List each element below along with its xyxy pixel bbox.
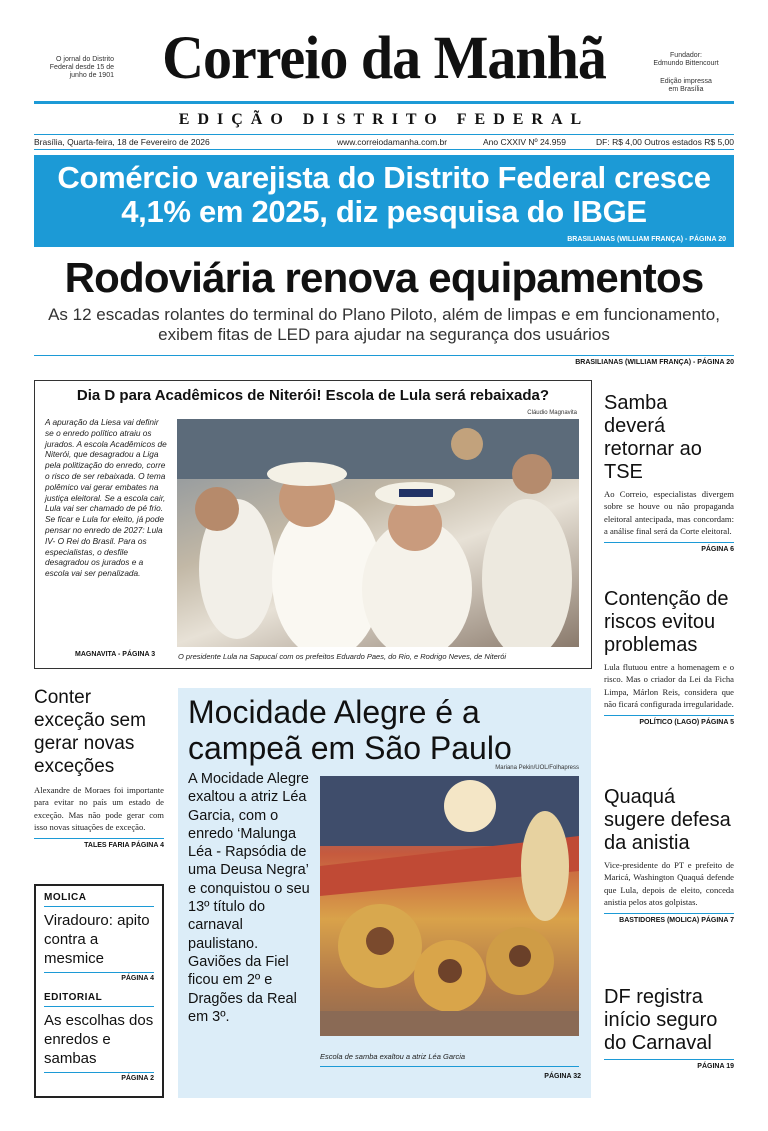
df-carnaval-credit: PÁGINA 19 bbox=[697, 1063, 734, 1070]
rule bbox=[34, 838, 164, 839]
print-note-2: em Brasília bbox=[668, 86, 704, 93]
lula-photo-credit: Cláudio Magnavita bbox=[527, 410, 577, 416]
lula-story-box[interactable] bbox=[34, 380, 592, 669]
newspaper-title: Correio da Manhã bbox=[162, 23, 606, 92]
editorial-headline[interactable]: As escolhas dos enredos e sambas bbox=[44, 1012, 154, 1067]
dateline-date: Brasília, Quarta-feira, 18 de Fevereiro de 2026 bbox=[34, 137, 210, 147]
lula-headline[interactable]: Dia D para Acadêmicos de Niterói! Escola de Lula será rebaixada? bbox=[76, 387, 550, 404]
founder-name: Edmundo Bittencourt bbox=[653, 60, 719, 67]
mocidade-photo bbox=[320, 776, 579, 1036]
mocidade-body-text: A Mocidade Alegre exaltou a atriz Léa Garcia, com o enredo ‘Malunga Léa - Rapsódia de uma Deusa Negra’ e conquistou o seu 13º título do carnaval paulistano. Gaviões da Fiel ficou em 2º e Dragões da Real em 3º. bbox=[188, 771, 310, 1025]
mocidade-credit: PÁGINA 32 bbox=[544, 1073, 581, 1080]
rule bbox=[604, 913, 734, 914]
editorial-kicker: EDITORIAL bbox=[44, 992, 103, 1003]
lula-caption: O presidente Lula na Sapucaí com os prefeitos Eduardo Paes, do Rio, e Rodrigo Neves, de Niterói bbox=[178, 652, 507, 661]
molica-kicker: MOLICA bbox=[44, 892, 87, 903]
rule bbox=[604, 542, 734, 543]
main-subhead: As 12 escadas rolantes do terminal do Plano Piloto, além de limpas e em funcionamento, exibem fitas de LED para ajudar na segurança dos usuários bbox=[48, 305, 720, 344]
top-banner[interactable] bbox=[34, 155, 734, 247]
print-note-1: Edição impressa bbox=[660, 78, 712, 85]
right-story-2[interactable] bbox=[604, 588, 734, 726]
main-rule bbox=[34, 355, 734, 356]
samba-tse-headline[interactable]: Samba deverá retornar ao TSE bbox=[604, 392, 702, 483]
molica-box[interactable] bbox=[34, 884, 164, 1098]
rule bbox=[44, 972, 154, 973]
mocidade-headline[interactable]: Mocidade Alegre é a campeã em São Paulo bbox=[188, 694, 512, 766]
lula-credit: MAGNAVITA - PÁGINA 3 bbox=[75, 651, 156, 658]
left-story[interactable] bbox=[34, 686, 164, 849]
mocidade-caption: Escola de samba exaltou a atriz Léa Garcia bbox=[320, 1052, 466, 1061]
excecao-text: Alexandre de Moraes foi importante para evitar no país um estado de exceção. Mas não pode gerar com isso novas situações de exceção. bbox=[34, 785, 164, 833]
dateline-issue: Ano CXXIV Nº 24.959 bbox=[483, 137, 566, 147]
editorial-credit: PÁGINA 2 bbox=[121, 1075, 154, 1082]
masthead-rule bbox=[34, 101, 734, 104]
quaqua-text: Vice-presidente do PT e prefeito de Maricá, Washington Quaquá defende que Lula, depois de eleito, conceda anistia pelos atos golpistas. bbox=[604, 860, 734, 908]
samba-tse-credit: PÁGINA 6 bbox=[701, 545, 734, 553]
lula-body-text: A apuração da Liesa vai definir se o enredo político atraiu os jurados. A escola Acadêmicos de Niterói, que desagradou a Liga pela politização do enredo, corre o risco de ser rebaixada. O tema polêmico vai gerar embates na justiça eleitoral. Se a escola cair, Lula vai ser chamado de pé frio. Se ficar e Lula for eleito, já pode pensar no enredo de 2027: Lula IV- O Rei do Brasil. Para os especialistas, o desfile desagradou os jurados e a escola vai ser penalizada. bbox=[45, 417, 167, 579]
mocidade-story-box[interactable] bbox=[178, 688, 591, 1098]
lula-photo bbox=[177, 419, 579, 647]
viradouro-headline[interactable]: Viradouro: apito contra a mesmice bbox=[44, 912, 150, 967]
excecao-credit: TALES FARIA PÁGINA 4 bbox=[84, 841, 164, 849]
dateline-website[interactable]: www.correiodamanha.com.br bbox=[337, 137, 448, 147]
right-story-4[interactable] bbox=[604, 986, 734, 1070]
rule bbox=[604, 715, 734, 716]
founder-label: Fundador: bbox=[670, 52, 702, 59]
contencao-headline[interactable]: Contenção de riscos evitou problemas bbox=[604, 588, 729, 656]
rule bbox=[320, 1066, 579, 1067]
dateline-price: DF: R$ 4,00 Outros estados R$ 5,00 bbox=[596, 137, 734, 147]
rule bbox=[604, 1059, 734, 1060]
excecao-headline[interactable]: Conter exceção sem gerar novas exceções bbox=[34, 687, 146, 777]
samba-tse-text: Ao Correio, especialistas divergem sobre se houve ou não propaganda eleitoral antecipada, mas concordam: a análise final será da Corte eleitoral. bbox=[604, 489, 734, 537]
contencao-credit: POLÍTICO (LAGO) PÁGINA 5 bbox=[639, 718, 734, 726]
rule bbox=[44, 1006, 154, 1007]
contencao-text: Lula flutuou entre a homenagem e o risco. Mas o criador da Lei da Ficha Limpa, Márlon Reis, considera que não ficará configurada irregularidade. bbox=[604, 662, 734, 710]
mocidade-photo-credit: Mariana Pekin/UOL/Folhapress bbox=[495, 765, 579, 771]
right-story-1[interactable] bbox=[604, 392, 734, 553]
quaqua-credit: BASTIDORES (MOLICA) PÁGINA 7 bbox=[619, 916, 734, 924]
quaqua-headline[interactable]: Quaquá sugere defesa da anistia bbox=[604, 786, 731, 854]
rule bbox=[44, 1072, 154, 1073]
rule bbox=[44, 906, 154, 907]
banner-headline[interactable]: Comércio varejista do Distrito Federal cresce 4,1% em 2025, diz pesquisa do IBGE bbox=[57, 160, 711, 229]
edition-label: EDIÇÃO DISTRITO FEDERAL bbox=[178, 111, 590, 128]
dateline bbox=[34, 134, 734, 150]
masthead-tagline: O jornal do Distrito Federal desde 15 de junho de 1901 bbox=[49, 56, 114, 79]
right-story-3[interactable] bbox=[604, 786, 734, 924]
main-credit: BRASILIANAS (WILLIAM FRANÇA) - PÁGINA 20 bbox=[575, 359, 734, 366]
banner-credit: BRASILIANAS (WILLIAM FRANÇA) - PÁGINA 20 bbox=[567, 236, 726, 243]
viradouro-credit: PÁGINA 4 bbox=[121, 975, 154, 982]
df-carnaval-headline[interactable]: DF registra início seguro do Carnaval bbox=[604, 986, 718, 1054]
masthead-founder bbox=[636, 52, 736, 94]
main-headline[interactable]: Rodoviária renova equipamentos bbox=[64, 254, 704, 301]
